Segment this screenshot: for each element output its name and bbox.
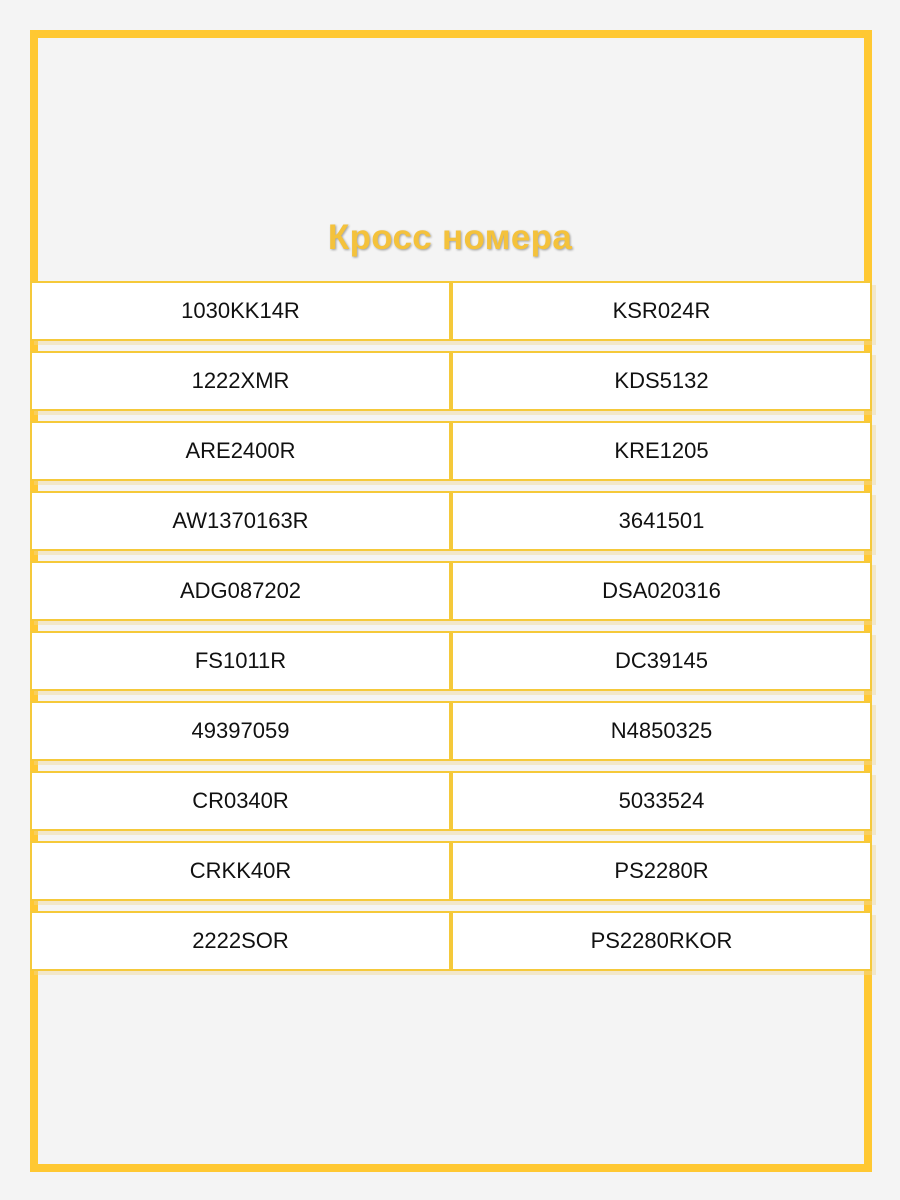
table-row xyxy=(30,841,872,901)
table-cell-right: KRE1205 xyxy=(451,421,872,481)
table-cell-left: CRKK40R xyxy=(30,841,451,901)
table-row xyxy=(30,561,872,621)
cross-numbers-table xyxy=(30,281,872,981)
table-cell-left: 1030KK14R xyxy=(30,281,451,341)
table-cell-left: AW1370163R xyxy=(30,491,451,551)
table-cell-right: 5033524 xyxy=(451,771,872,831)
table-cell-right: DSA020316 xyxy=(451,561,872,621)
table-cell-left: 1222XMR xyxy=(30,351,451,411)
table-cell-left: ADG087202 xyxy=(30,561,451,621)
table-row xyxy=(30,351,872,411)
table-cell-right: PS2280RKOR xyxy=(451,911,872,971)
table-cell-left: 2222SOR xyxy=(30,911,451,971)
table-row xyxy=(30,771,872,831)
table-cell-left: 49397059 xyxy=(30,701,451,761)
table-cell-right: KSR024R xyxy=(451,281,872,341)
table-row xyxy=(30,631,872,691)
table-cell-right: DC39145 xyxy=(451,631,872,691)
page-title: Кросс номера xyxy=(327,218,573,257)
table-row xyxy=(30,701,872,761)
table-cell-right: PS2280R xyxy=(451,841,872,901)
table-cell-right: KDS5132 xyxy=(451,351,872,411)
table-cell-right: N4850325 xyxy=(451,701,872,761)
table-row xyxy=(30,281,872,341)
table-cell-left: FS1011R xyxy=(30,631,451,691)
table-cell-left: CR0340R xyxy=(30,771,451,831)
table-row xyxy=(30,911,872,971)
table-row xyxy=(30,491,872,551)
table-row xyxy=(30,421,872,481)
table-cell-right: 3641501 xyxy=(451,491,872,551)
table-cell-left: ARE2400R xyxy=(30,421,451,481)
